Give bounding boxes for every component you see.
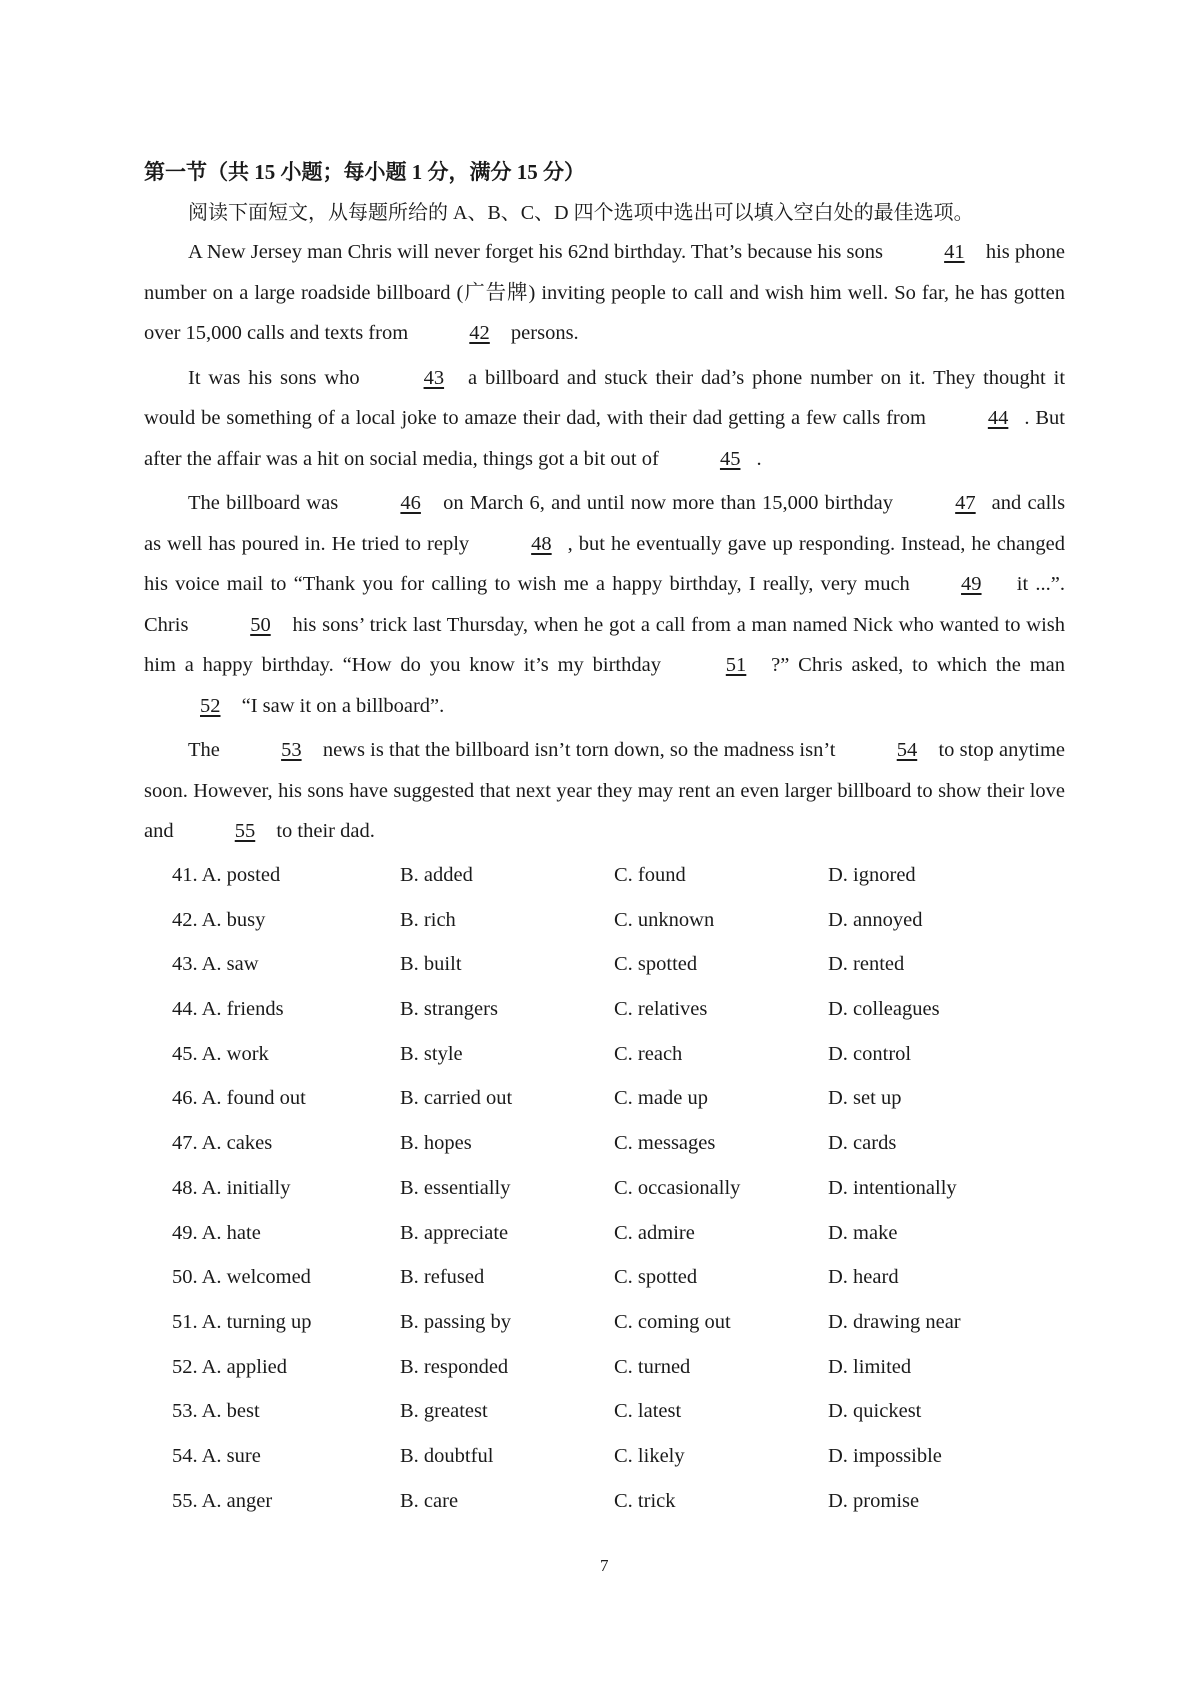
option-b: B. essentially	[400, 1176, 511, 1199]
option-row-49	[0, 1222, 1200, 1267]
blank-55: 55	[234, 820, 256, 842]
option-row-48	[0, 1177, 1200, 1222]
option-b: B. greatest	[400, 1400, 488, 1423]
blank-46: 46	[400, 492, 421, 514]
instruction-text: 阅读下面短文，从每题所给的 A、B、C、D 四个选项中选出可以填入空白处的最佳选项。	[188, 202, 974, 224]
blank-51: 51	[725, 654, 747, 676]
passage-text: . But after the affair was a hit on social media, things got a bit out of	[144, 407, 1065, 470]
passage-text: “I saw it on a billboard”.	[241, 694, 445, 717]
option-row-46	[0, 1087, 1200, 1132]
passage-text: The billboard was	[188, 492, 339, 514]
option-d: D. cards	[828, 1132, 897, 1155]
option-row-52	[0, 1356, 1200, 1401]
option-d: D. limited	[828, 1355, 912, 1378]
option-c: C. relatives	[614, 998, 708, 1021]
option-c: C. coming out	[614, 1310, 731, 1333]
option-row-47	[0, 1132, 1200, 1177]
option-c: C. made up	[614, 1087, 708, 1110]
option-b: B. appreciate	[400, 1221, 509, 1244]
option-row-54	[0, 1445, 1200, 1490]
option-d: D. drawing near	[828, 1310, 961, 1333]
option-c: C. messages	[614, 1132, 716, 1155]
option-b: B. strangers	[400, 998, 498, 1021]
option-d: D. control	[828, 1042, 912, 1065]
option-d: D. colleagues	[828, 998, 940, 1021]
passage-text: A New Jersey man Chris will never forget his 62nd birthday. That’s because his sons	[188, 241, 883, 263]
option-b: B. built	[400, 953, 462, 976]
blank-43: 43	[423, 366, 445, 389]
option-b: B. hopes	[400, 1132, 472, 1155]
blank-45: 45	[719, 447, 741, 470]
passage-text: his phone number on a large roadside billboard (广告牌) inviting people to call and wish him well. So far, he has gotten over 15,000 calls and texts from	[144, 241, 1066, 344]
option-a: 44. A. friends	[172, 998, 284, 1021]
passage-text: his sons’ trick last Thursday, when he got a call from a man named Nick who wanted to wish him a happy birthday. “How do you know it’s my birthday	[144, 613, 1065, 676]
option-a: 46. A. found out	[172, 1087, 306, 1110]
blank-41: 41	[944, 241, 965, 263]
option-a: 45. A. work	[172, 1042, 269, 1065]
blank-52: 52	[200, 694, 221, 717]
passage-paragraph-1	[144, 232, 1065, 354]
option-b: B. style	[400, 1042, 463, 1065]
section-heading: 第一节（共 15 小题；每小题 1 分，满分 15 分）	[144, 160, 585, 184]
option-b: B. care	[400, 1489, 459, 1512]
passage-text: to their dad.	[276, 820, 375, 842]
blank-42: 42	[469, 322, 490, 344]
option-c: C. spotted	[614, 953, 698, 976]
option-a: 55. A. anger	[172, 1489, 273, 1512]
passage-text: The	[188, 739, 220, 761]
blank-48: 48	[531, 532, 552, 555]
passage-text: to stop anytime soon. However, his sons have suggested that next year they may rent an even larger billboard to show their love and	[144, 739, 1066, 842]
option-c: C. found	[614, 864, 686, 886]
option-a: 54. A. sure	[172, 1444, 261, 1467]
option-c: C. reach	[614, 1042, 683, 1065]
option-d: D. heard	[828, 1266, 899, 1289]
option-d: D. set up	[828, 1087, 902, 1110]
option-c: C. admire	[614, 1221, 695, 1244]
option-d: D. rented	[828, 953, 905, 976]
option-c: C. likely	[614, 1444, 685, 1467]
option-c: C. unknown	[614, 908, 715, 931]
blank-49: 49	[961, 573, 982, 595]
cloze-passage	[144, 232, 1065, 856]
blank-53: 53	[281, 739, 302, 761]
option-b: B. carried out	[400, 1087, 513, 1110]
option-row-41	[0, 864, 1200, 909]
option-row-53	[0, 1400, 1200, 1445]
passage-paragraph-3	[144, 483, 1065, 726]
option-row-43	[0, 953, 1200, 998]
option-a: 43. A. saw	[172, 953, 259, 976]
option-b: B. added	[400, 864, 473, 886]
option-d: D. impossible	[828, 1444, 942, 1467]
option-row-42	[0, 909, 1200, 954]
option-a: 42. A. busy	[172, 908, 266, 931]
passage-text: it ...”. Chris	[144, 573, 1066, 636]
option-a: 48. A. initially	[172, 1176, 291, 1199]
blank-54: 54	[896, 739, 918, 761]
option-b: B. responded	[400, 1355, 509, 1378]
option-d: D. intentionally	[828, 1176, 957, 1199]
option-d: D. ignored	[828, 864, 916, 886]
passage-text: ?” Chris asked, to which the man	[771, 654, 1065, 676]
blank-47: 47	[955, 492, 976, 514]
option-row-44	[0, 998, 1200, 1043]
passage-text: a billboard and stuck their dad’s phone number on it. They thought it would be something of a local joke to amaze their dad, with their dad getting a few calls from	[144, 366, 1066, 429]
blank-44: 44	[987, 407, 1009, 429]
option-d: D. promise	[828, 1489, 920, 1512]
passage-text: news is that the billboard isn’t torn down, so the madness isn’t	[322, 739, 836, 761]
option-row-45	[0, 1043, 1200, 1088]
option-c: C. spotted	[614, 1266, 698, 1289]
passage-text: and calls as well has poured in. He tried to reply	[144, 492, 1066, 555]
passage-paragraph-2	[144, 358, 1065, 480]
passage-text: on March 6, and until now more than 15,000 birthday	[443, 492, 893, 514]
passage-text: persons.	[510, 322, 579, 344]
option-row-55	[0, 1490, 1200, 1535]
option-c: C. trick	[614, 1489, 676, 1512]
option-d: D. make	[828, 1221, 898, 1244]
option-d: D. annoyed	[828, 908, 923, 931]
option-a: 51. A. turning up	[172, 1310, 312, 1333]
option-row-51	[0, 1311, 1200, 1356]
blank-50: 50	[250, 613, 271, 636]
page-number: 7	[600, 1556, 609, 1575]
option-a: 47. A. cakes	[172, 1132, 273, 1155]
option-c: C. occasionally	[614, 1176, 741, 1199]
option-a: 50. A. welcomed	[172, 1266, 311, 1289]
option-a: 49. A. hate	[172, 1221, 261, 1244]
option-b: B. rich	[400, 908, 456, 931]
option-d: D. quickest	[828, 1400, 922, 1423]
passage-text: .	[756, 447, 762, 470]
passage-text: , but he eventually gave up responding. Instead, he changed his voice mail to “Thank you for calling to wish me a happy birthday, I really, very much	[144, 532, 1066, 595]
option-c: C. turned	[614, 1355, 691, 1378]
answer-options	[0, 864, 1200, 1534]
option-b: B. refused	[400, 1266, 485, 1289]
option-a: 53. A. best	[172, 1400, 260, 1423]
option-b: B. doubtful	[400, 1444, 494, 1467]
option-b: B. passing by	[400, 1310, 512, 1333]
passage-text: It was his sons who	[188, 366, 360, 389]
option-c: C. latest	[614, 1400, 682, 1423]
passage-paragraph-4	[144, 730, 1065, 852]
option-a: 41. A. posted	[172, 864, 281, 886]
option-a: 52. A. applied	[172, 1355, 288, 1378]
option-row-50	[0, 1266, 1200, 1311]
